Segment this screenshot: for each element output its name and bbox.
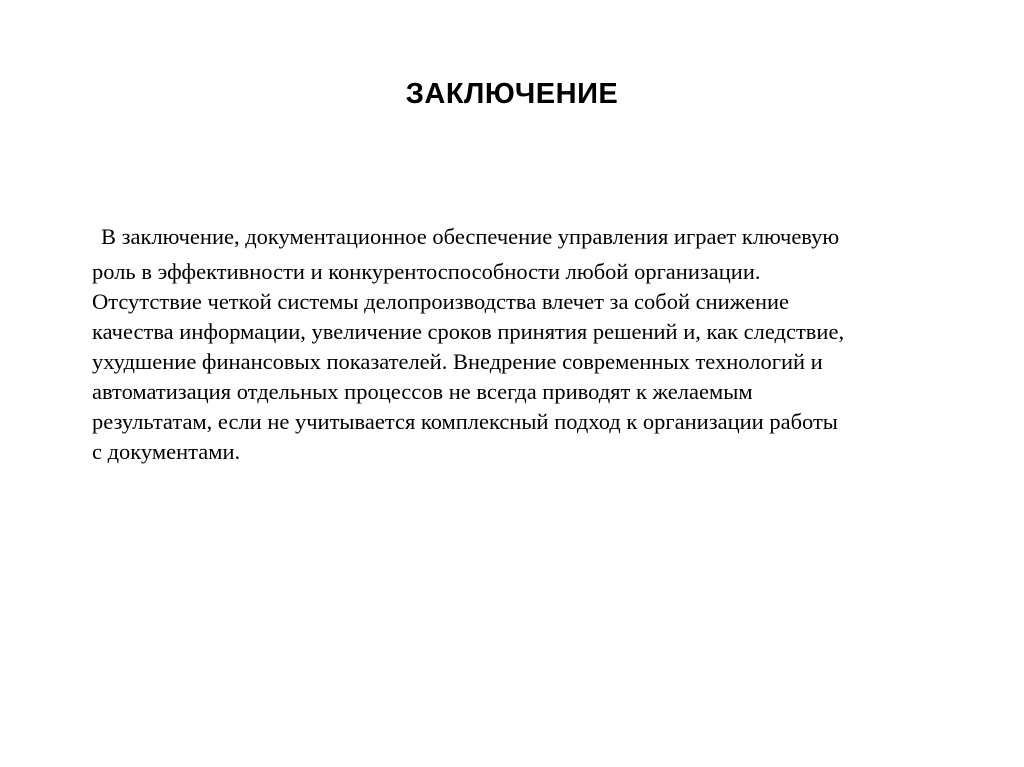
conclusion-paragraph bbox=[92, 222, 962, 467]
paragraph-line: роль в эффективности и конкурентоспособности любой организации. bbox=[92, 259, 761, 284]
paragraph-line: В заключение, документационное обеспечение управления играет ключевую bbox=[101, 224, 840, 249]
paragraph-line: ухудшение финансовых показателей. Внедрение современных технологий и bbox=[92, 349, 823, 374]
slide-title: ЗАКЛЮЧЕНИЕ bbox=[405, 78, 619, 110]
paragraph-line: Отсутствие четкой системы делопроизводства влечет за собой снижение bbox=[92, 289, 790, 314]
paragraph-line: результатам, если не учитывается комплексный подход к организации работы bbox=[92, 409, 838, 434]
paragraph-line: автоматизация отдельных процессов не всегда приводят к желаемым bbox=[92, 379, 753, 404]
paragraph-line: качества информации, увеличение сроков принятия решений и, как следствие, bbox=[92, 319, 845, 344]
paragraph-line: с документами. bbox=[92, 439, 241, 464]
